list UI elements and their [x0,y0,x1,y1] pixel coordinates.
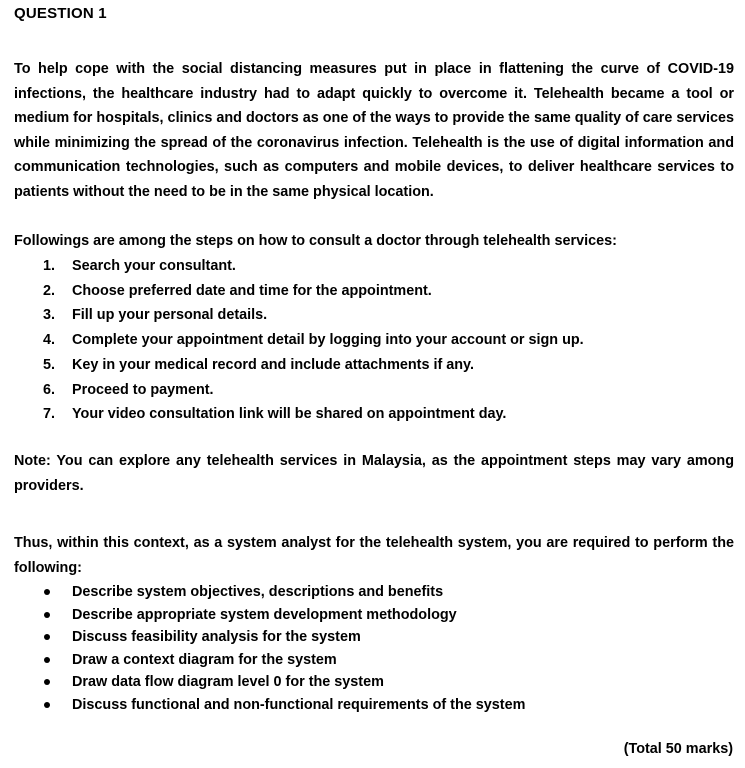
bullet-icon [44,679,50,685]
bullet-icon [44,702,50,708]
task-text: Describe system objectives, descriptions and benefits [72,584,444,600]
step-text: Your video consultation link will be shared on appointment day. [72,406,507,423]
bullet-icon [44,634,50,640]
step-item [0,402,584,427]
task-item [0,649,525,672]
task-text: Discuss feasibility analysis for the system [72,629,361,645]
step-item [0,353,584,378]
question-heading: QUESTION 1 [14,5,107,22]
step-number: 5. [43,356,56,373]
step-text: Fill up your personal details. [72,307,268,324]
step-number: 4. [43,332,56,349]
step-number: 7. [43,406,56,423]
task-item [0,694,525,717]
step-number: 1. [43,258,56,274]
step-number: 3. [43,307,56,324]
steps-intro: Followings are among the steps on how to consult a doctor through telehealth services: [14,233,617,249]
step-item [0,254,584,279]
step-item [0,328,584,353]
total-marks: (Total 50 marks) [623,741,733,757]
task-item [0,604,525,627]
bullet-icon [44,612,50,618]
task-item [0,581,525,604]
task-text: Discuss functional and non-functional requirements of the system [72,696,526,713]
bullet-icon [44,657,50,663]
step-number: 6. [43,381,56,398]
step-item [0,378,584,403]
step-text: Proceed to payment. [72,381,214,398]
task-item [0,671,525,694]
step-text: Search your consultant. [72,258,236,274]
task-item [0,626,525,649]
task-text: Draw data flow diagram level 0 for the system [72,674,384,690]
step-text: Choose preferred date and time for the appointment. [72,282,432,299]
step-item [0,303,584,328]
tasks-list [0,581,525,716]
step-item [0,279,584,304]
task-text: Draw a context diagram for the system [72,651,337,668]
note-paragraph: Note: You can explore any telehealth services in Malaysia, as the appointment steps may vary among providers. [14,453,734,494]
step-number: 2. [43,282,56,299]
intro-paragraph: To help cope with the social distancing measures put in place in flattening the curve of COVID-19 infections, the healthcare industry had to adapt quickly to overcome it. Telehealth became a tool or medium for hospitals, clinics and doctors as one of the ways to provide the same quality of care services while minimizing the spread of the coronavirus infection. Telehealth is the use of digital information and communication technologies, such as computers and mobile devices, to deliver healthcare services to patients without the need to be in the same physical location. [14,61,734,200]
bullet-icon [44,589,50,595]
task-text: Describe appropriate system development methodology [72,606,457,623]
step-text: Complete your appointment detail by logging into your account or sign up. [72,332,584,349]
step-text: Key in your medical record and include attachments if any. [72,356,474,373]
steps-list [0,254,584,427]
task-intro-paragraph: Thus, within this context, as a system analyst for the telehealth system, you are required to perform the following: [14,535,734,576]
